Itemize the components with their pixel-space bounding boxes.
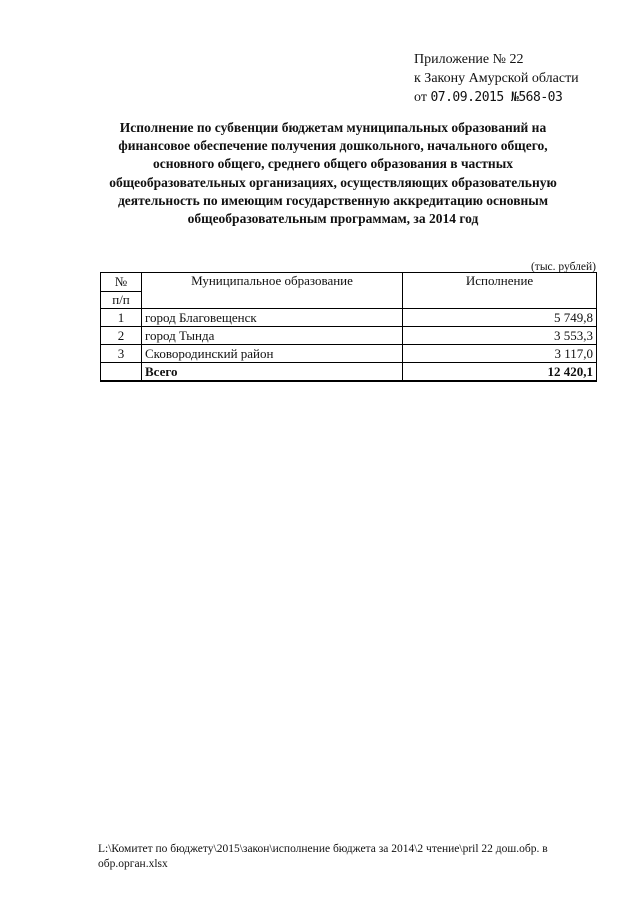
units-label: (тыс. рублей)	[530, 261, 596, 273]
total-value: 12 420,1	[403, 363, 597, 382]
row-value: 3 553,3	[403, 327, 597, 345]
appendix-number: Приложение № 22	[414, 52, 524, 67]
appendix-date-line	[414, 88, 614, 107]
table-row	[101, 309, 597, 327]
report-table	[100, 272, 597, 382]
table-total-row	[101, 363, 597, 382]
row-value: 5 749,8	[403, 309, 597, 327]
footer-file-path: L:\Комитет по бюджету\2015\закон\исполнение бюджета за 2014\2 чтение\pril 22 дош.обр. в обр.орган.xlsx	[98, 843, 548, 870]
row-municipality: город Тында	[142, 327, 403, 345]
row-municipality: город Благовещенск	[142, 309, 403, 327]
table-row	[101, 327, 597, 345]
row-number: 1	[101, 309, 142, 327]
total-label: Всего	[142, 363, 403, 382]
table-header-row	[101, 273, 597, 292]
appendix-law: к Закону Амурской области	[414, 71, 579, 86]
header-no-line2: п/п	[101, 292, 142, 309]
row-number: 3	[101, 345, 142, 363]
header-no-line1: №	[101, 273, 142, 292]
appendix-header	[414, 50, 614, 107]
row-municipality: Сковородинский район	[142, 345, 403, 363]
header-municipality: Муниципальное образование	[142, 273, 403, 309]
document-title: Исполнение по субвенции бюджетам муниципальных образований на финансовое обеспечение получения дошкольного, начального общего, основного общего, среднего общего образования в частных общеобразовательных организациях, осуществляющих образовательную деятельность по имеющим государственную аккредитацию основным общеобразовательным программам, за 2014 год	[109, 120, 557, 227]
row-number: 2	[101, 327, 142, 345]
total-number	[101, 363, 142, 382]
appendix-date-ref: 07.09.2015 №568-03	[430, 90, 563, 105]
appendix-date-prefix: от	[414, 90, 431, 105]
header-execution: Исполнение	[403, 273, 597, 309]
table-row	[101, 345, 597, 363]
row-value: 3 117,0	[403, 345, 597, 363]
